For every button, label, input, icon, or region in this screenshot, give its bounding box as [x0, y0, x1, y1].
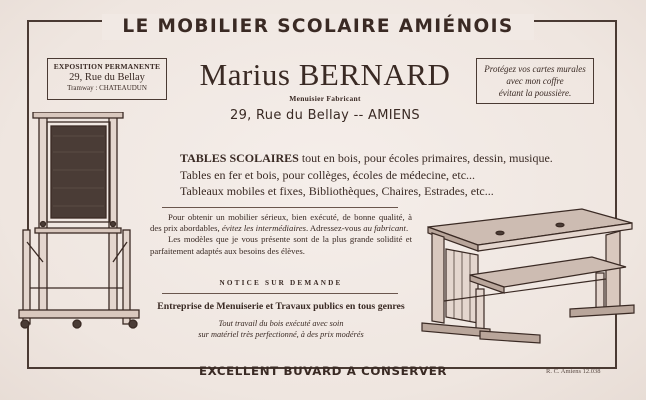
registry-number: R. C. Amiens 12.038 — [546, 368, 601, 375]
page-title: LE MOBILIER SCOLAIRE AMIÉNOIS — [102, 14, 534, 40]
description-text: . Adressez-vous — [306, 223, 364, 234]
maker-name: Marius BERNARD — [199, 57, 451, 92]
description-text: . — [405, 223, 409, 234]
protect-note-box — [476, 58, 594, 104]
description-emphasis: évitez les intermédiaires — [221, 223, 307, 234]
description — [150, 212, 412, 257]
exposition-address: 29, Rue du Bellay — [69, 72, 145, 83]
notice-on-request: NOTICE SUR DEMANDE — [219, 279, 343, 287]
protect-note-line: évitant la poussière. — [498, 88, 572, 98]
divider — [162, 207, 398, 208]
enterprise-heading: Entreprise de Menuiserie et Travaux publics en tous genres — [157, 301, 405, 312]
description-paragraph — [150, 212, 412, 234]
description-text: Pour obtenir un mobilier sérieux, bien exécuté, de bonne qualité, à des prix abordables, — [150, 212, 412, 234]
enterprise-details — [150, 318, 412, 340]
products-list — [180, 150, 580, 200]
protect-note-line: avec mon coffre — [506, 76, 564, 86]
enterprise-detail-line: Tout travail du bois exécuté avec soin — [218, 319, 344, 328]
divider — [162, 293, 398, 294]
easel-blackboard-illustration — [15, 112, 150, 340]
exposition-box — [47, 58, 167, 100]
product-line-bold: TABLES SCOLAIRES — [180, 151, 299, 165]
maker-address: 29, Rue du Bellay -- AMIENS — [230, 108, 420, 123]
product-line-iron-tables: Tables en fer et bois, pour collèges, écoles de médecine, etc... — [180, 167, 476, 182]
enterprise-detail-line: sur matériel très perfectionné, à des prix modérés — [198, 330, 364, 339]
school-desk-illustration — [420, 205, 638, 350]
exposition-tramway: Tramway : CHATEAUDUN — [67, 84, 147, 92]
maker-trade: Menuisier Fabricant — [289, 94, 361, 103]
protect-note-line: Protégez vos cartes murales — [484, 64, 586, 74]
product-line-rest: tout en bois, pour écoles primaires, dessin, musique. — [298, 151, 553, 165]
product-line-boards: Tableaux mobiles et fixes, Bibliothèques, Chaires, Estrades, etc... — [180, 184, 494, 198]
footer-slogan: EXCELLENT BUVARD A CONSERVER — [198, 364, 448, 378]
description-emphasis: au fabricant — [363, 223, 406, 234]
product-line-school-tables — [180, 150, 580, 167]
exposition-heading: EXPOSITION PERMANENTE — [53, 62, 161, 71]
description-paragraph: Les modèles que je vous présente sont de la plus grande solidité et parfaitement adaptés aux besoins des élèves. — [150, 234, 412, 256]
